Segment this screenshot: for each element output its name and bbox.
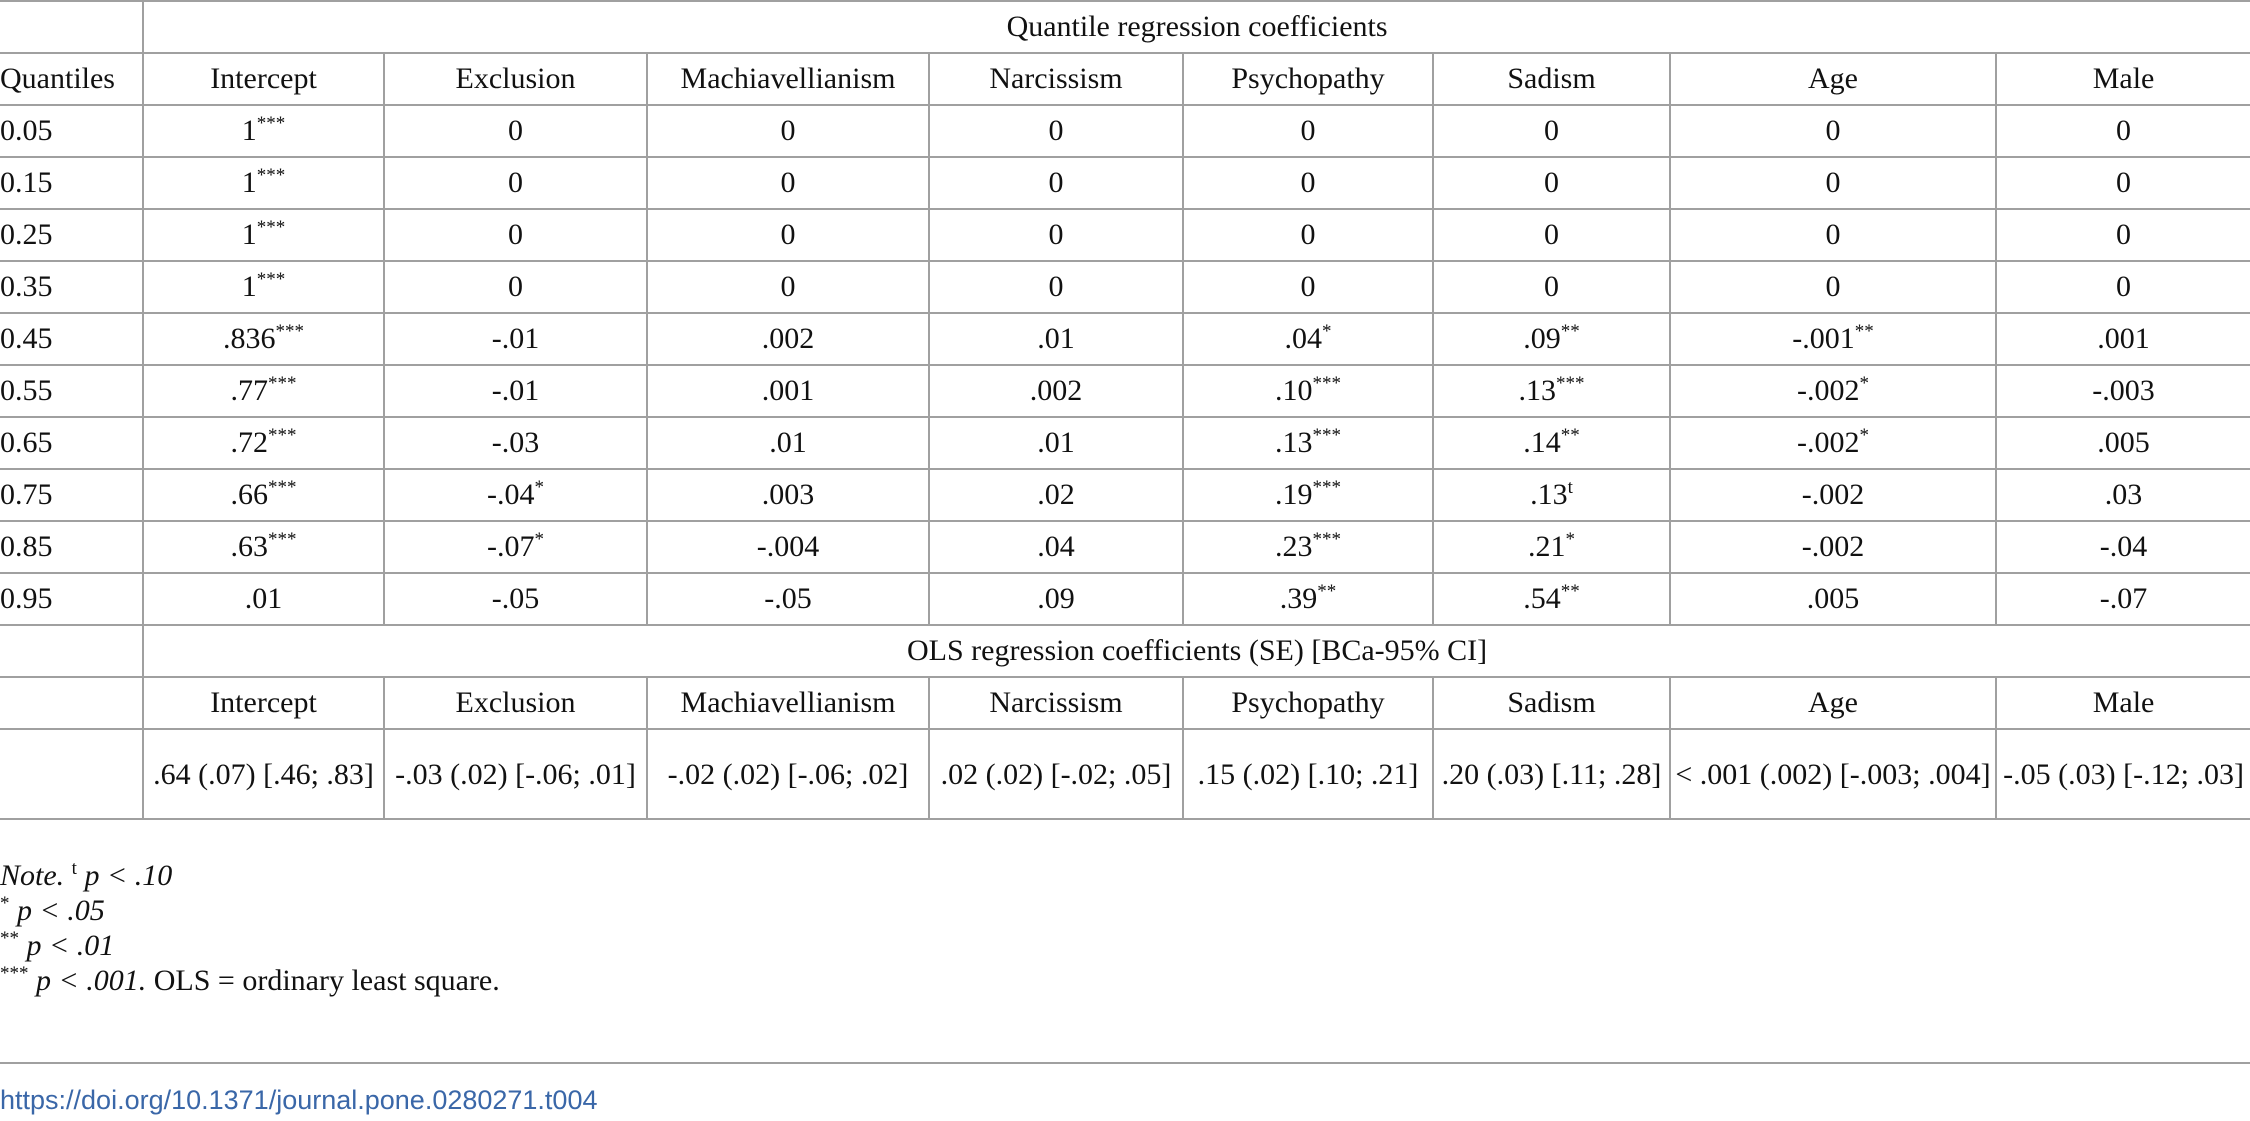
exclusion-cell: [384, 157, 647, 209]
ols-col-header-intercept: Intercept: [143, 677, 384, 729]
narcissism-cell: [929, 105, 1183, 157]
intercept-cell: [143, 105, 384, 157]
coefficient-value: .63: [230, 530, 268, 563]
quantile-cell: 0.35: [0, 261, 143, 313]
coefficient-value: .10: [1275, 374, 1313, 407]
age-cell: [1670, 157, 1996, 209]
male-cell: [1996, 313, 2250, 365]
exclusion-cell: [384, 521, 647, 573]
coefficient-value: -.07: [487, 530, 535, 563]
doi-link[interactable]: https://doi.org/10.1371/journal.pone.0280271.t004: [0, 1085, 598, 1115]
male-cell: [1996, 209, 2250, 261]
coefficient-value: 0: [780, 270, 796, 303]
sadism-cell: [1433, 105, 1670, 157]
table-row: [0, 521, 2250, 573]
coefficient-value: .77: [230, 374, 268, 407]
quantile-cell: 0.55: [0, 365, 143, 417]
significance-marker: ***: [1312, 529, 1341, 550]
ols-col-header-sadism: Sadism: [1433, 677, 1670, 729]
col-header-narcissism: Narcissism: [929, 53, 1183, 105]
coefficient-value: .66: [230, 478, 268, 511]
note-line-2: [0, 928, 500, 963]
coefficient-value: .002: [1029, 374, 1083, 407]
narcissism-cell: [929, 365, 1183, 417]
table-row: [0, 209, 2250, 261]
machiavellianism-cell: [647, 105, 929, 157]
quantile-cell: 0.05: [0, 105, 143, 157]
ols-column-header-row: [0, 677, 2250, 729]
machiavellianism-cell: [647, 209, 929, 261]
col-header-exclusion: Exclusion: [384, 53, 647, 105]
coefficient-value: 0: [1544, 218, 1559, 251]
significance-marker: t: [71, 858, 77, 879]
coefficient-value: 0: [1048, 218, 1064, 251]
machiavellianism-cell: [647, 469, 929, 521]
narcissism-cell: [929, 521, 1183, 573]
coefficient-value: -.07: [2099, 582, 2148, 615]
age-cell: [1670, 261, 1996, 313]
table-row: [0, 105, 2250, 157]
male-cell: [1996, 417, 2250, 469]
coefficient-value: 0: [780, 166, 796, 199]
narcissism-cell: [929, 313, 1183, 365]
ols-narcissism-cell: .02 (.02) [-.02; .05]: [929, 729, 1183, 819]
significance-marker: ***: [256, 269, 286, 290]
coefficient-value: 0: [1544, 114, 1559, 147]
significance-marker: ***: [1312, 477, 1341, 498]
coefficient-value: .01: [1037, 426, 1075, 459]
significance-marker: **: [1854, 321, 1874, 342]
note-text: OLS = ordinary least square.: [153, 964, 500, 997]
intercept-cell: [143, 313, 384, 365]
ols-header-row: [0, 625, 2250, 677]
sadism-cell: [1433, 365, 1670, 417]
coefficient-value: .04: [1037, 530, 1075, 563]
col-header-machiavellianism: Machiavellianism: [647, 53, 929, 105]
coefficient-value: -.01: [491, 374, 540, 407]
quantile-cell: 0.65: [0, 417, 143, 469]
empty-cell: [0, 677, 143, 729]
intercept-cell: [143, 365, 384, 417]
significance-marker: **: [1560, 321, 1580, 342]
quantile-cell: 0.95: [0, 573, 143, 625]
ols-col-header-narcissism: Narcissism: [929, 677, 1183, 729]
ols-col-header-age: Age: [1670, 677, 1996, 729]
narcissism-cell: [929, 209, 1183, 261]
age-cell: [1670, 313, 1996, 365]
ols-values-row: [0, 729, 2250, 819]
coefficient-value: 0: [1825, 270, 1841, 303]
note-text: p < .01: [26, 929, 115, 962]
significance-marker: *: [0, 893, 10, 914]
psychopathy-cell: [1183, 313, 1433, 365]
sadism-cell: [1433, 417, 1670, 469]
coefficient-value: .01: [244, 582, 283, 615]
note-line-1: [0, 893, 500, 928]
psychopathy-cell: [1183, 209, 1433, 261]
significance-marker: **: [1317, 581, 1337, 602]
male-cell: [1996, 573, 2250, 625]
coefficient-value: 0: [1048, 166, 1064, 199]
sadism-cell: [1433, 469, 1670, 521]
note-line-3: [0, 963, 500, 998]
psychopathy-cell: [1183, 573, 1433, 625]
age-cell: [1670, 573, 1996, 625]
coefficient-value: 0: [1300, 166, 1316, 199]
male-cell: [1996, 521, 2250, 573]
male-cell: [1996, 157, 2250, 209]
coefficient-value: 0: [1825, 114, 1841, 147]
coefficient-value: -.002: [1797, 374, 1860, 407]
psychopathy-cell: [1183, 105, 1433, 157]
coefficient-value: 0: [1300, 218, 1316, 251]
machiavellianism-cell: [647, 157, 929, 209]
quantile-header: Quantile regression coefficients: [143, 1, 2250, 53]
sadism-cell: [1433, 261, 1670, 313]
psychopathy-cell: [1183, 417, 1433, 469]
exclusion-cell: [384, 105, 647, 157]
quantile-header-row: [0, 1, 2250, 53]
coefficient-value: 0: [2116, 270, 2132, 303]
coefficient-value: -.001: [1792, 322, 1855, 355]
col-header-male: Male: [1996, 53, 2250, 105]
significance-marker: *: [534, 529, 544, 550]
intercept-cell: [143, 573, 384, 625]
quantile-cell: 0.75: [0, 469, 143, 521]
coefficient-value: -.002: [1797, 426, 1860, 459]
coefficient-value: .04: [1284, 322, 1322, 355]
significance-marker: *: [1322, 321, 1332, 342]
age-cell: [1670, 209, 1996, 261]
coefficient-value: .02: [1037, 478, 1075, 511]
machiavellianism-cell: [647, 261, 929, 313]
coefficient-value: 0: [2116, 166, 2132, 199]
coefficient-value: .14: [1523, 426, 1561, 459]
significance-marker: ***: [275, 321, 304, 342]
significance-marker: ***: [256, 165, 286, 186]
exclusion-cell: [384, 261, 647, 313]
sadism-cell: [1433, 209, 1670, 261]
col-header-sadism: Sadism: [1433, 53, 1670, 105]
table-notes: [0, 858, 500, 998]
narcissism-cell: [929, 261, 1183, 313]
significance-marker: ***: [268, 373, 297, 394]
narcissism-cell: [929, 417, 1183, 469]
psychopathy-cell: [1183, 469, 1433, 521]
coefficient-value: 0: [1300, 270, 1316, 303]
table-row: [0, 469, 2250, 521]
machiavellianism-cell: [647, 573, 929, 625]
exclusion-cell: [384, 313, 647, 365]
coefficient-value: .09: [1037, 582, 1075, 615]
coefficient-value: -.002: [1801, 530, 1865, 563]
significance-marker: ***: [0, 963, 29, 984]
male-cell: [1996, 261, 2250, 313]
male-cell: [1996, 105, 2250, 157]
machiavellianism-cell: [647, 417, 929, 469]
exclusion-cell: [384, 469, 647, 521]
coefficient-value: 0: [1825, 218, 1841, 251]
note-text: p < .001.: [36, 964, 147, 997]
machiavellianism-cell: [647, 365, 929, 417]
coefficient-value: 0: [780, 218, 796, 251]
coefficient-value: .003: [761, 478, 815, 511]
coefficient-value: .01: [769, 426, 807, 459]
coefficient-value: 0: [1300, 114, 1316, 147]
age-cell: [1670, 105, 1996, 157]
coefficient-value: .19: [1275, 478, 1313, 511]
coefficient-value: -.004: [756, 530, 820, 563]
sadism-cell: [1433, 573, 1670, 625]
coefficient-value: .001: [2097, 322, 2150, 355]
table-row: [0, 261, 2250, 313]
coefficient-value: 0: [1825, 166, 1841, 199]
intercept-cell: [143, 417, 384, 469]
exclusion-cell: [384, 417, 647, 469]
coefficient-value: -.05: [491, 582, 540, 615]
sadism-cell: [1433, 313, 1670, 365]
ols-male-cell: -.05 (.03) [-.12; .03]: [1996, 729, 2250, 819]
ols-col-header-male: Male: [1996, 677, 2250, 729]
significance-marker: ***: [1312, 373, 1341, 394]
intercept-cell: [143, 469, 384, 521]
narcissism-cell: [929, 573, 1183, 625]
psychopathy-cell: [1183, 261, 1433, 313]
ols-col-header-machiavellianism: Machiavellianism: [647, 677, 929, 729]
intercept-cell: [143, 521, 384, 573]
coefficient-value: 0: [1048, 114, 1064, 147]
sadism-cell: [1433, 157, 1670, 209]
coefficient-value: .54: [1523, 582, 1561, 615]
significance-marker: ***: [1556, 373, 1585, 394]
psychopathy-cell: [1183, 521, 1433, 573]
coefficient-value: -.04: [2099, 530, 2148, 563]
ols-header: OLS regression coefficients (SE) [BCa-95% CI]: [143, 625, 2250, 677]
age-cell: [1670, 365, 1996, 417]
ols-exclusion-cell: -.03 (.02) [-.06; .01]: [384, 729, 647, 819]
exclusion-cell: [384, 365, 647, 417]
intercept-cell: [143, 261, 384, 313]
quantile-cell: 0.85: [0, 521, 143, 573]
significance-marker: ***: [1312, 425, 1341, 446]
significance-marker: *: [1565, 529, 1575, 550]
coefficient-value: .005: [1806, 582, 1860, 615]
coefficient-value: -.05: [764, 582, 812, 615]
significance-marker: ***: [268, 477, 297, 498]
significance-marker: **: [1560, 581, 1580, 602]
significance-marker: ***: [256, 217, 286, 238]
coefficient-value: 0: [1048, 270, 1064, 303]
coefficient-value: .13: [1530, 478, 1568, 511]
column-header-row: [0, 53, 2250, 105]
table-row: [0, 417, 2250, 469]
narcissism-cell: [929, 157, 1183, 209]
significance-marker: *: [1859, 425, 1869, 446]
coefficient-value: .09: [1523, 322, 1561, 355]
significance-marker: **: [1560, 425, 1580, 446]
coefficient-value: .005: [2097, 426, 2150, 459]
coefficient-value: .001: [761, 374, 815, 407]
coefficient-value: 0: [508, 218, 523, 251]
coefficient-value: .13: [1518, 374, 1556, 407]
machiavellianism-cell: [647, 313, 929, 365]
significance-marker: *: [1859, 373, 1869, 394]
note-line-t: [0, 858, 500, 893]
table-row: [0, 365, 2250, 417]
intercept-cell: [143, 157, 384, 209]
exclusion-cell: [384, 209, 647, 261]
exclusion-cell: [384, 573, 647, 625]
quantile-cell: 0.45: [0, 313, 143, 365]
coefficient-value: 0: [2116, 114, 2132, 147]
psychopathy-cell: [1183, 157, 1433, 209]
significance-marker: t: [1567, 477, 1573, 498]
coefficient-value: .01: [1037, 322, 1075, 355]
coefficient-value: -.04: [487, 478, 535, 511]
ols-intercept-cell: .64 (.07) [.46; .83]: [143, 729, 384, 819]
table-row: [0, 573, 2250, 625]
significance-marker: **: [0, 928, 19, 949]
note-text: p < .05: [17, 894, 105, 927]
age-cell: [1670, 469, 1996, 521]
significance-marker: ***: [256, 113, 286, 134]
coefficient-value: 1: [241, 270, 257, 303]
coefficient-value: 0: [508, 166, 523, 199]
sadism-cell: [1433, 521, 1670, 573]
note-label: Note.: [0, 859, 65, 892]
age-cell: [1670, 417, 1996, 469]
significance-marker: *: [534, 477, 544, 498]
col-header-quantiles: Quantiles: [0, 53, 143, 105]
ols-sadism-cell: .20 (.03) [.11; .28]: [1433, 729, 1670, 819]
psychopathy-cell: [1183, 365, 1433, 417]
table-row: [0, 157, 2250, 209]
coefficient-value: .836: [223, 322, 276, 355]
coefficient-value: 1: [241, 218, 257, 251]
col-header-age: Age: [1670, 53, 1996, 105]
quantile-cell: 0.25: [0, 209, 143, 261]
col-header-psychopathy: Psychopathy: [1183, 53, 1433, 105]
ols-col-header-exclusion: Exclusion: [384, 677, 647, 729]
coefficient-value: -.01: [491, 322, 540, 355]
coefficient-value: -.003: [2092, 374, 2155, 407]
coefficient-value: 0: [508, 114, 523, 147]
empty-cell: [0, 729, 143, 819]
col-header-intercept: Intercept: [143, 53, 384, 105]
coefficient-value: -.002: [1801, 478, 1865, 511]
empty-cell: [0, 625, 143, 677]
coefficient-value: 0: [1544, 166, 1559, 199]
coefficient-value: .13: [1275, 426, 1313, 459]
ols-machiavellianism-cell: -.02 (.02) [-.06; .02]: [647, 729, 929, 819]
ols-psychopathy-cell: .15 (.02) [.10; .21]: [1183, 729, 1433, 819]
coefficient-value: .03: [2104, 478, 2143, 511]
quantile-cell: 0.15: [0, 157, 143, 209]
coefficient-value: .23: [1275, 530, 1313, 563]
coefficient-value: 1: [241, 166, 257, 199]
coefficient-value: 0: [508, 270, 523, 303]
coefficient-value: -.03: [491, 426, 540, 459]
empty-cell: [0, 1, 143, 53]
coefficient-value: .002: [761, 322, 815, 355]
coefficient-value: 0: [1544, 270, 1559, 303]
machiavellianism-cell: [647, 521, 929, 573]
coefficient-value: .39: [1279, 582, 1318, 615]
ols-col-header-psychopathy: Psychopathy: [1183, 677, 1433, 729]
male-cell: [1996, 365, 2250, 417]
significance-marker: ***: [268, 529, 297, 550]
narcissism-cell: [929, 469, 1183, 521]
coefficient-value: 0: [2116, 218, 2132, 251]
footer-divider: [0, 1062, 2250, 1064]
coefficient-value: 1: [241, 114, 257, 147]
coefficient-value: .21: [1528, 530, 1566, 563]
intercept-cell: [143, 209, 384, 261]
male-cell: [1996, 469, 2250, 521]
significance-marker: ***: [268, 425, 297, 446]
coefficient-value: 0: [780, 114, 796, 147]
ols-age-cell: < .001 (.002) [-.003; .004]: [1670, 729, 1996, 819]
age-cell: [1670, 521, 1996, 573]
table-row: [0, 313, 2250, 365]
note-text: p < .10: [84, 859, 173, 892]
coefficient-value: .72: [230, 426, 268, 459]
